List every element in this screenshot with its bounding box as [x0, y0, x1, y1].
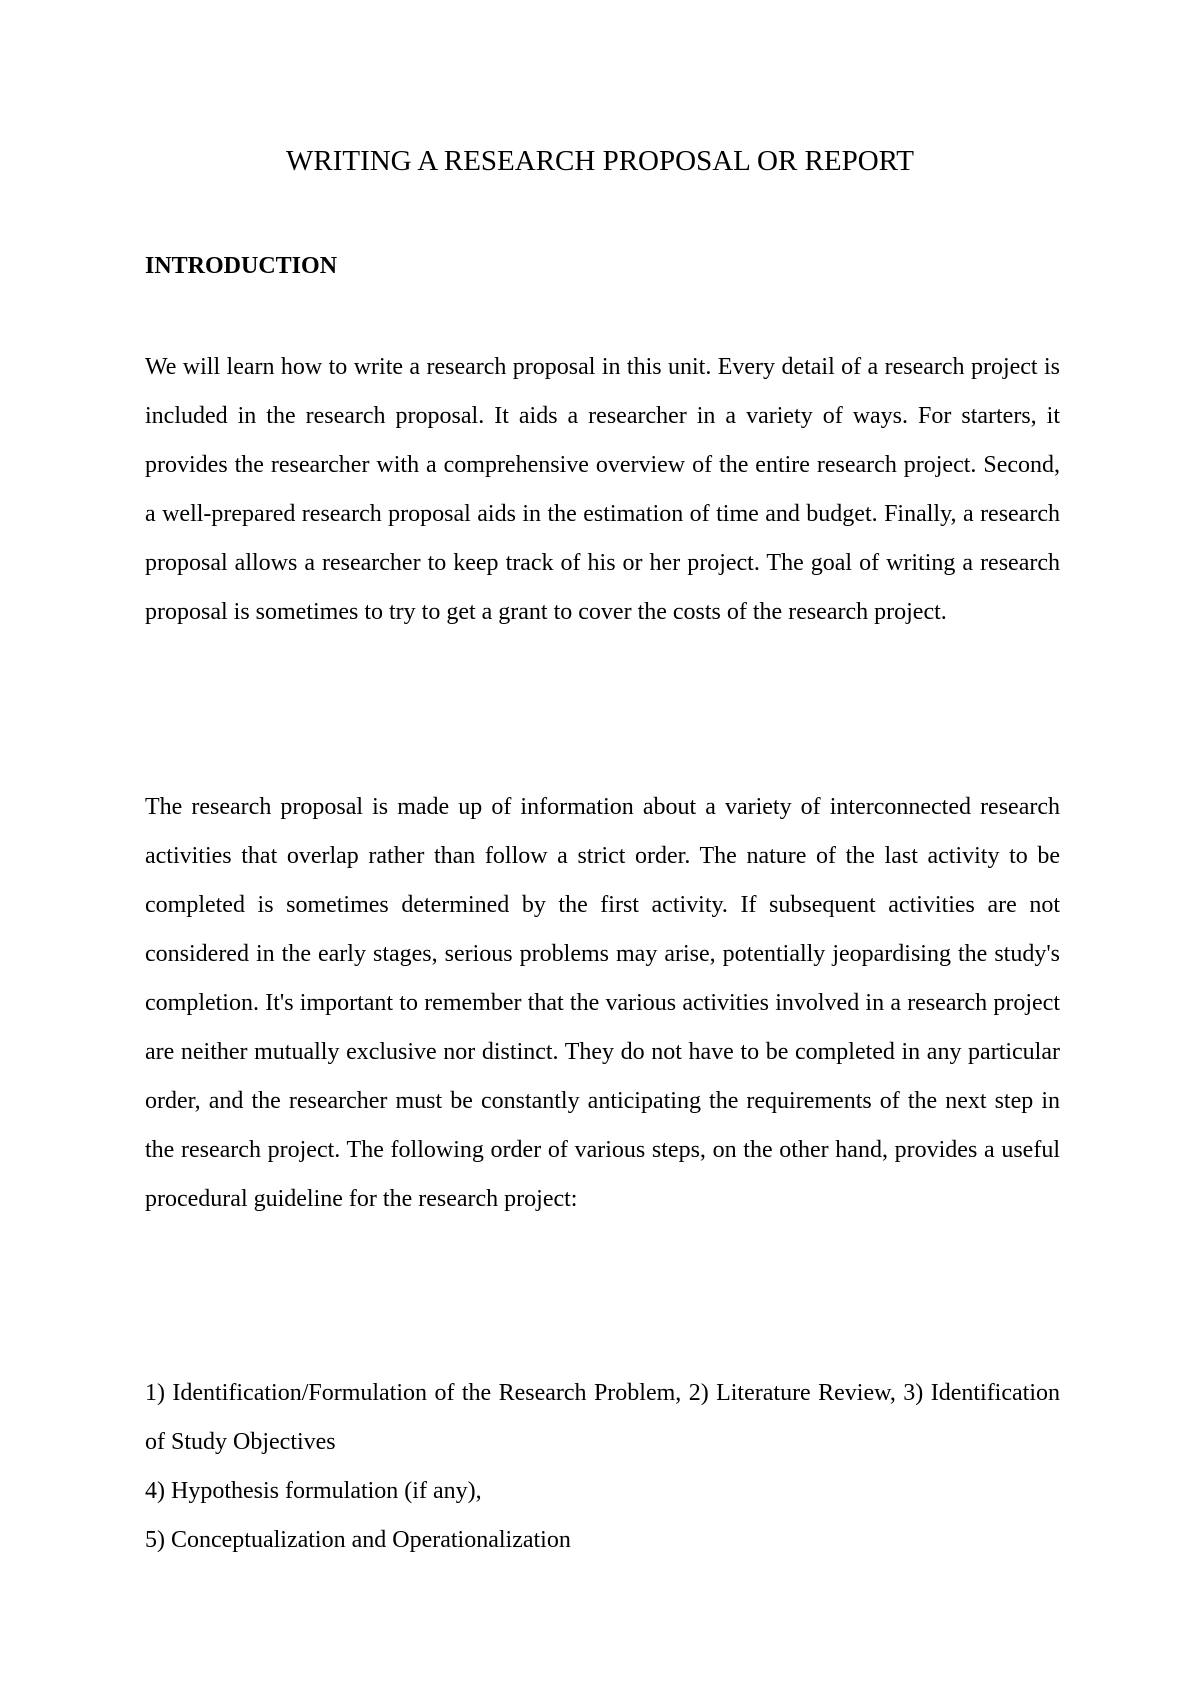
- paragraph-1: We will learn how to write a research proposal in this unit. Every detail of a research project is included in the research proposal. It aids a researcher in a variety of ways. For starters, it provides the researcher with a comprehensive overview of the entire research project. Second, a well-prepared research proposal aids in the estimation of time and budget. Finally, a research proposal allows a researcher to keep track of his or her project. The goal of writing a research proposal is sometimes to try to get a grant to cover the costs of the research project.: [145, 354, 1060, 625]
- document-title: WRITING A RESEARCH PROPOSAL OR REPORT: [285, 145, 915, 177]
- paragraph-2: The research proposal is made up of information about a variety of interconnected research activities that overlap rather than follow a strict order. The nature of the last activity to be completed is sometimes determined by the first activity. If subsequent activities are not considered in the early stages, serious problems may arise, potentially jeopardising the study's completion. It's important to remember that the various activities involved in a research project are neither mutually exclusive nor distinct. They do not have to be completed in any particular order, and the researcher must be constantly anticipating the requirements of the next step in the research project. The following order of various steps, on the other hand, provides a useful procedural guideline for the research project:: [145, 794, 1060, 1212]
- step-line-2: 4) Hypothesis formulation (if any),: [145, 1478, 482, 1504]
- steps-list: [145, 1369, 1060, 1565]
- step-line-1: 1) Identification/Formulation of the Research Problem, 2) Literature Review, 3) Identification of Study Objectives: [145, 1380, 1060, 1455]
- step-line-3: 5) Conceptualization and Operationalization: [145, 1527, 571, 1553]
- section-heading-introduction: INTRODUCTION: [145, 253, 338, 279]
